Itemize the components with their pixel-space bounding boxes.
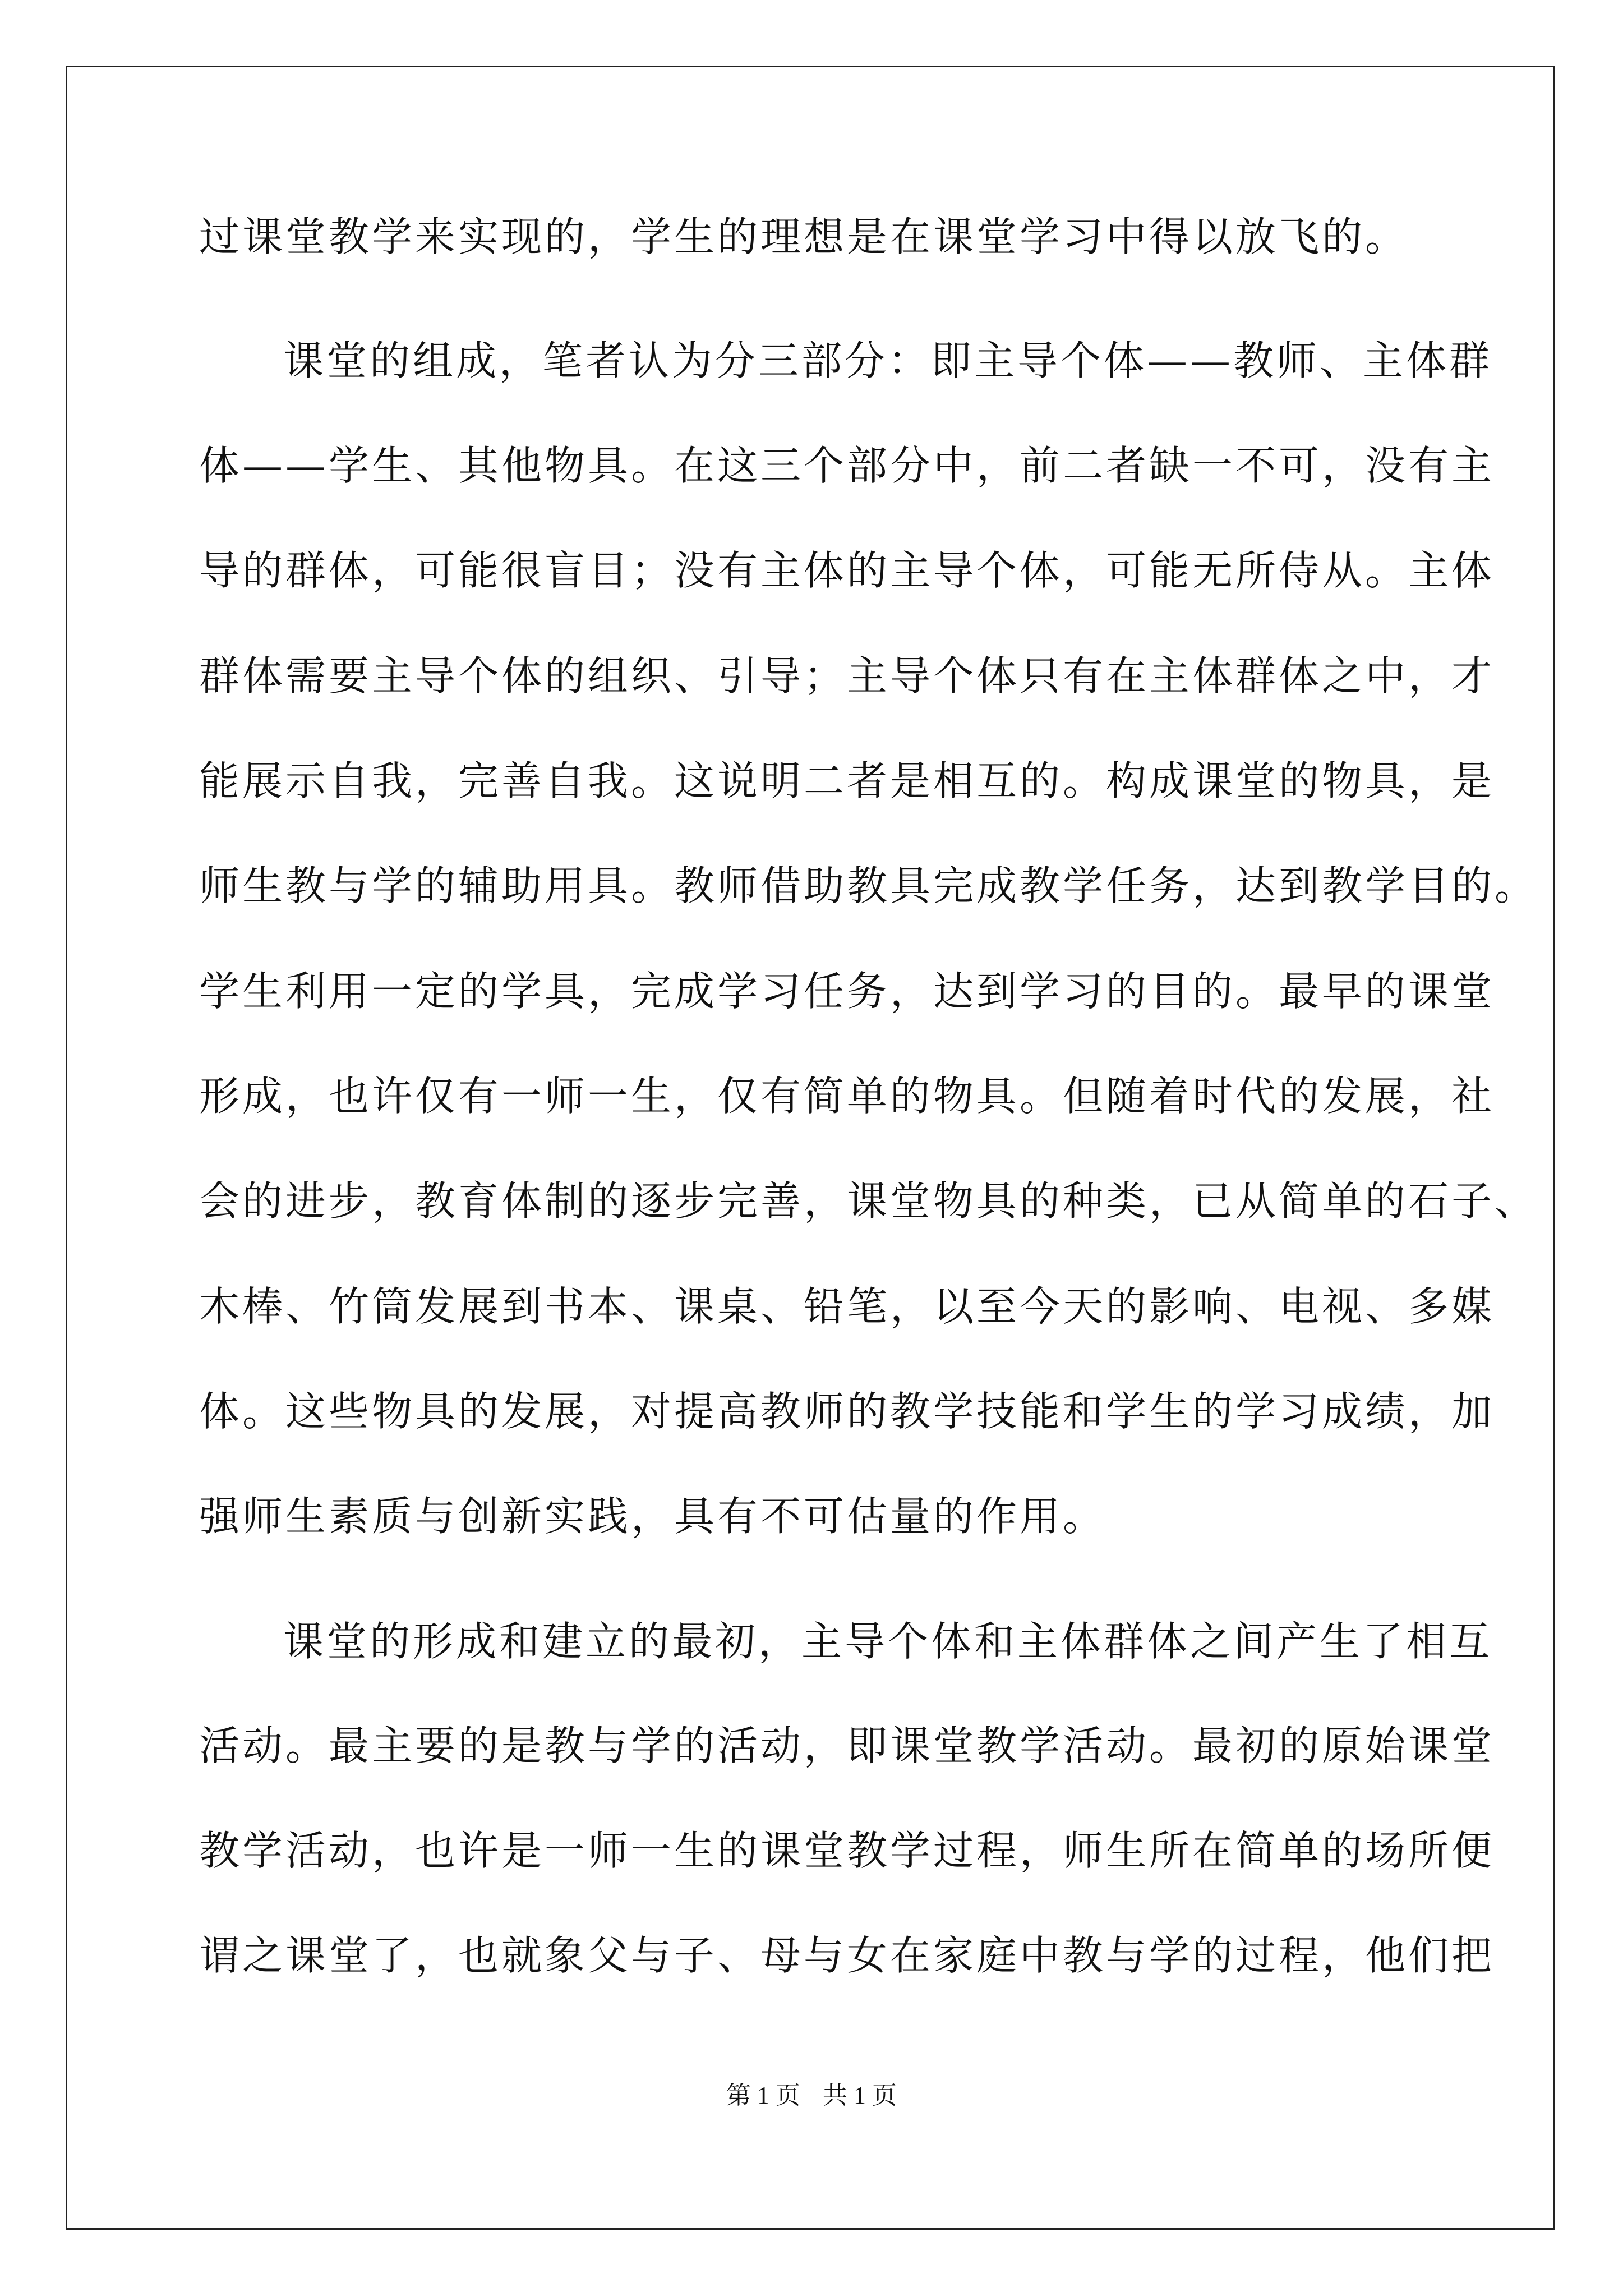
total-pages: 共 1 页 [823,2082,897,2109]
text-line: 教学活动，也许是一师一生的课堂教学过程，师生所在简单的场所便 [199,1827,1495,1874]
text-line: 体。这些物具的发展，对提高教师的教学技能和学生的学习成绩，加 [199,1388,1495,1435]
text-line: 过课堂教学来实现的，学生的理想是在课堂学习中得以放飞的。 [199,213,1409,260]
text-line: 学生利用一定的学具，完成学习任务，达到学习的目的。最早的课堂 [199,968,1495,1015]
text-line: 活动。最主要的是教与学的活动，即课堂教学活动。最初的原始课堂 [199,1722,1495,1769]
page-border [66,66,1555,2230]
text-line: 强师生素质与创新实践，具有不可估量的作用。 [199,1493,1106,1540]
text-line: 体——学生、其他物具。在这三个部分中，前二者缺一不可，没有主 [199,442,1495,489]
paragraph-start-line: 课堂的形成和建立的最初，主导个体和主体群体之间产生了相互 [283,1618,1493,1665]
text-line: 会的进步，教育体制的逐步完善，课堂物具的种类，已从简单的石子、 [199,1177,1538,1225]
page-number: 第 1 页 [726,2082,800,2109]
text-line: 师生教与学的辅助用具。教师借助教具完成教学任务，达到教学目的。 [199,862,1538,909]
text-line: 形成，也许仅有一师一生，仅有简单的物具。但随着时代的发展，社 [199,1073,1495,1120]
text-line: 群体需要主导个体的组织、引导；主导个体只有在主体群体之中，才 [199,652,1495,700]
text-line: 谓之课堂了，也就象父与子、母与女在家庭中教与学的过程，他们把 [199,1932,1495,1979]
text-line: 能展示自我，完善自我。这说明二者是相互的。构成课堂的物具，是 [199,757,1495,804]
text-line: 导的群体，可能很盲目；没有主体的主导个体，可能无所侍从。主体 [199,547,1495,594]
page-footer [0,2079,1623,2113]
paragraph-start-line: 课堂的组成，笔者认为分三部分：即主导个体——教师、主体群 [283,337,1493,384]
text-line: 木棒、竹筒发展到书本、课桌、铅笔，以至今天的影响、电视、多媒 [199,1283,1495,1330]
